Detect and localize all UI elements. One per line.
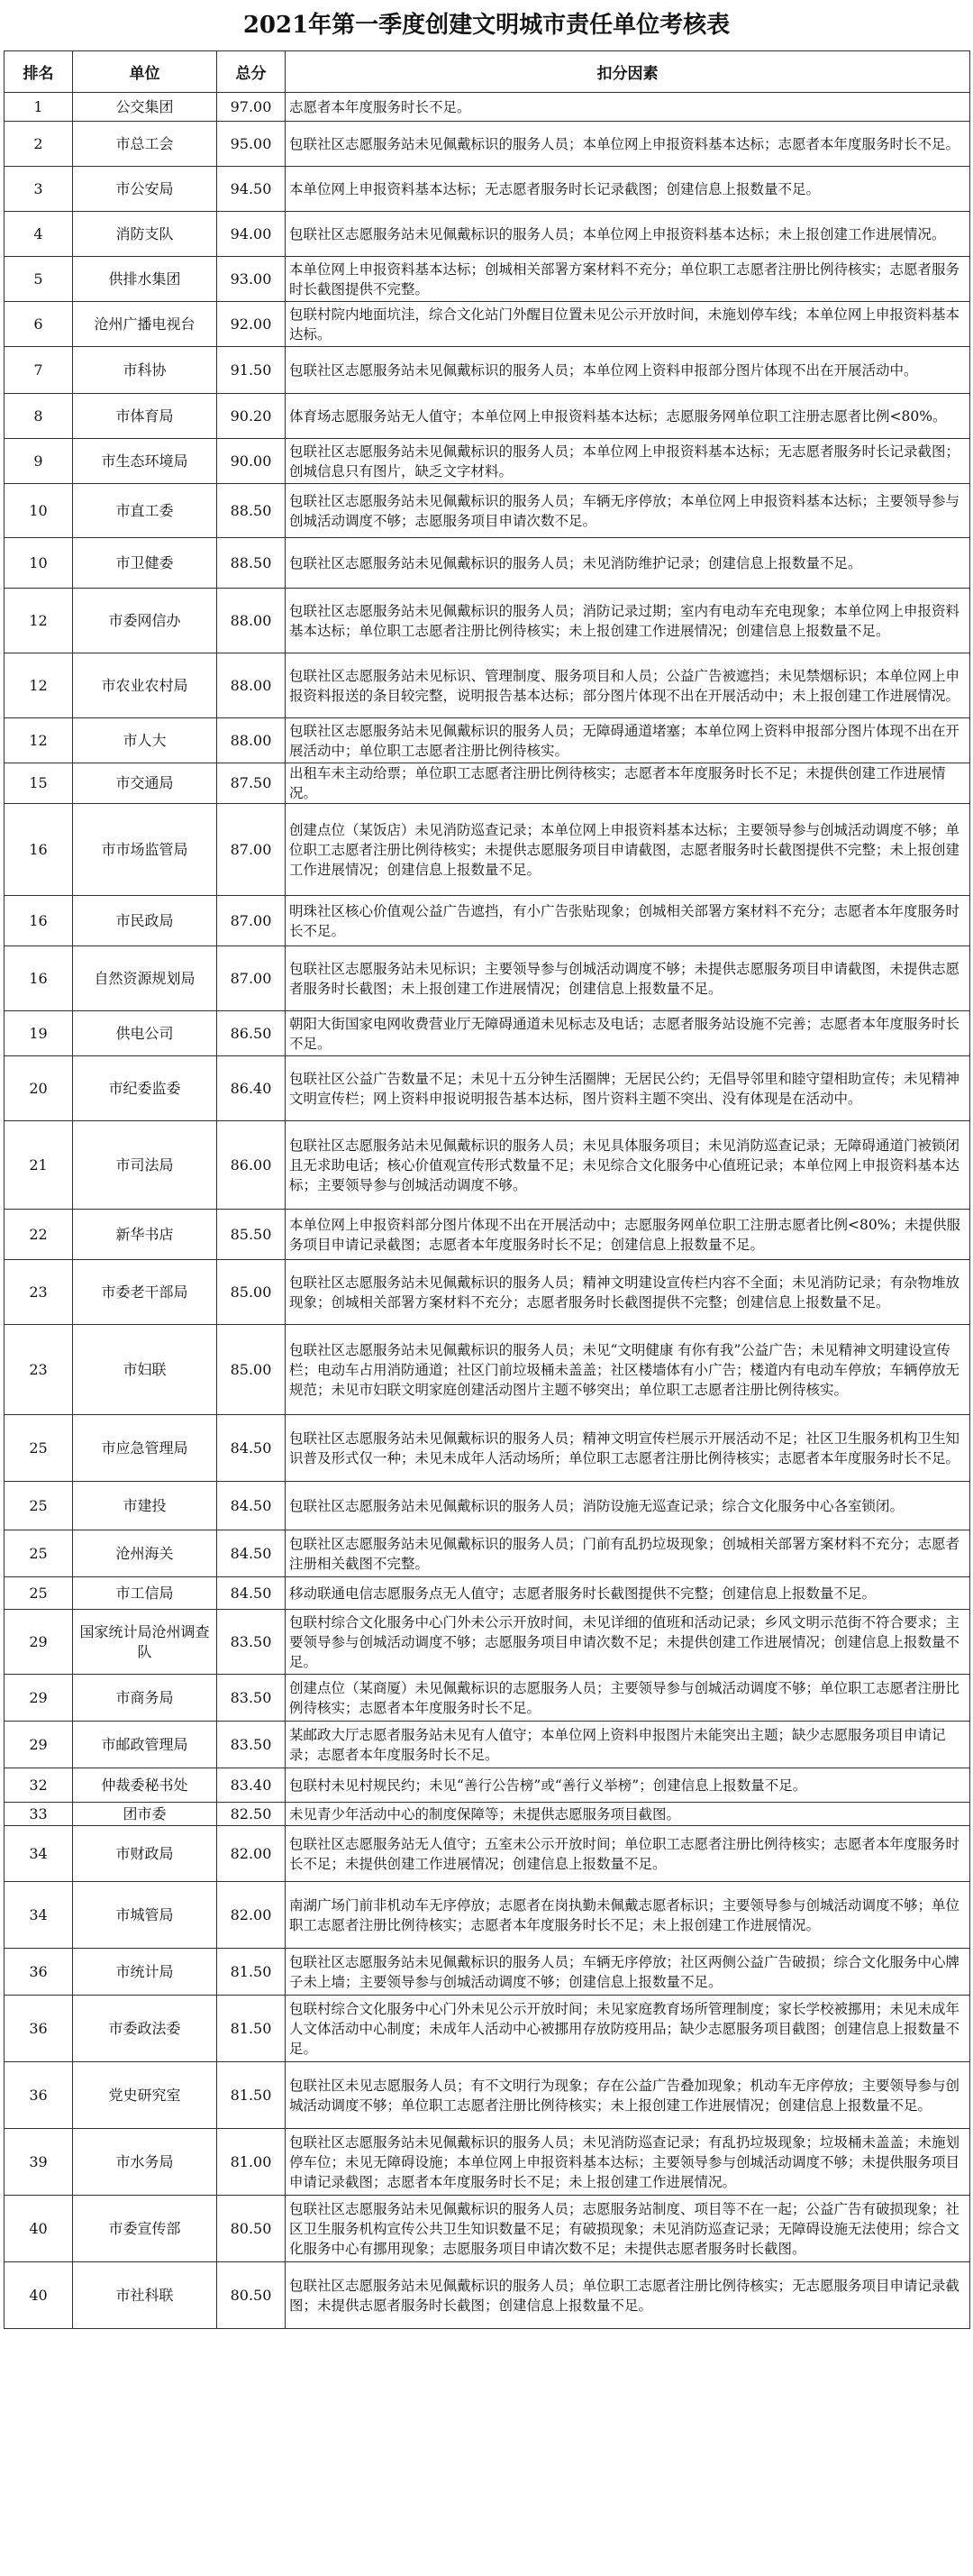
rank-cell: 25 bbox=[5, 1415, 73, 1482]
reason-cell: 包联社区志愿服务站未见佩戴标识的服务人员；消防记录过期；室内有电动车充电现象；本单位网上申报资料基本达标；单位职工志愿者注册比例待核实；未上报创建工作进展情况；创建信息上报数量不足。 bbox=[286, 589, 970, 653]
table-row bbox=[5, 1675, 970, 1722]
rank-cell: 19 bbox=[5, 1011, 73, 1056]
rank-cell: 34 bbox=[5, 1826, 73, 1882]
unit-cell: 市委政法委 bbox=[73, 1996, 217, 2062]
score-cell: 83.50 bbox=[217, 1722, 286, 1768]
score-cell: 82.50 bbox=[217, 1803, 286, 1826]
unit-cell: 沧州广播电视台 bbox=[73, 302, 217, 347]
table-row bbox=[5, 2062, 970, 2129]
unit-cell: 仲裁委秘书处 bbox=[73, 1768, 217, 1803]
table-row bbox=[5, 257, 970, 302]
reason-cell: 包联社区志愿服务站未见佩戴标识的服务人员；车辆无序停放；社区两侧公益广告破损；综合文化服务中心牌子未上墙；主要领导参与创城活动调度不够；创建信息上报数量不足。 bbox=[286, 1949, 970, 1996]
rank-cell: 3 bbox=[5, 167, 73, 212]
unit-cell: 市财政局 bbox=[73, 1826, 217, 1882]
reason-cell: 南湖广场门前非机动车无序停放；志愿者在岗执勤未佩戴志愿者标识；主要领导参与创城活动调度不够；单位职工志愿者注册比例待核实；志愿者本年度服务时长不足；未上报创建工作进展情况。 bbox=[286, 1882, 970, 1949]
rank-cell: 25 bbox=[5, 1577, 73, 1610]
unit-cell: 消防支队 bbox=[73, 212, 217, 257]
reason-cell: 包联社区未见志愿服务人员；有不文明行为现象；存在公益广告叠加现象；机动车无序停放；主要领导参与创城活动调度不够；单位职工志愿者注册比例待核实；未上报创建工作进展情况；创建信息上报数量不足。 bbox=[286, 2062, 970, 2129]
rank-cell: 16 bbox=[5, 896, 73, 946]
unit-cell: 市市场监管局 bbox=[73, 804, 217, 896]
rank-cell: 9 bbox=[5, 439, 73, 484]
rank-cell: 21 bbox=[5, 1121, 73, 1210]
reason-cell: 创建点位（某商厦）未见佩戴标识的志愿服务人员；主要领导参与创城活动调度不够；单位职工志愿者注册比例待核实；志愿者本年度服务时长不足。 bbox=[286, 1675, 970, 1722]
unit-cell: 市城管局 bbox=[73, 1882, 217, 1949]
header-score: 总分 bbox=[217, 51, 286, 93]
table-row bbox=[5, 1121, 970, 1210]
score-cell: 80.50 bbox=[217, 2262, 286, 2329]
reason-cell: 包联社区志愿服务站未见佩戴标识的服务人员；消防设施无巡查记录；综合文化服务中心各室锁闭。 bbox=[286, 1482, 970, 1530]
table-row bbox=[5, 896, 970, 946]
reason-cell: 本单位网上申报资料基本达标；无志愿者服务时长记录截图；创建信息上报数量不足。 bbox=[286, 167, 970, 212]
table-row bbox=[5, 589, 970, 653]
score-cell: 87.50 bbox=[217, 763, 286, 804]
rank-cell: 25 bbox=[5, 1482, 73, 1530]
reason-cell: 朝阳大街国家电网收费营业厅无障碍通道未见标志及电话；志愿者服务站设施不完善；志愿者本年度服务时长不足。 bbox=[286, 1011, 970, 1056]
table-row bbox=[5, 1056, 970, 1121]
table-row bbox=[5, 394, 970, 439]
unit-cell: 市委老干部局 bbox=[73, 1260, 217, 1325]
unit-cell: 市科协 bbox=[73, 347, 217, 394]
unit-cell: 市体育局 bbox=[73, 394, 217, 439]
reason-cell: 包联社区志愿服务站未见佩戴标识的服务人员；未见消防巡查记录；有乱扔垃圾现象；垃圾桶未盖盖；未施划停车位；未见无障碍设施；本单位网上申报资料基本达标；主要领导参与创城活动调度不够；未提供服务项目申请记录截图；志愿者本年度服务时长不足；未上报创建工作进展情况。 bbox=[286, 2129, 970, 2196]
unit-cell: 新华书店 bbox=[73, 1210, 217, 1260]
table-body bbox=[5, 93, 970, 2329]
unit-cell: 市工信局 bbox=[73, 1577, 217, 1610]
reason-cell: 包联社区志愿服务站未见佩戴标识的服务人员；本单位网上申报资料基本达标；志愿者本年度服务时长不足。 bbox=[286, 122, 970, 167]
table-row bbox=[5, 167, 970, 212]
score-cell: 85.00 bbox=[217, 1260, 286, 1325]
score-cell: 84.50 bbox=[217, 1482, 286, 1530]
reason-cell: 包联社区公益广告数量不足；未见十五分钟生活圈牌；无居民公约；无倡导邻里和睦守望相助宣传；未见精神文明宣传栏；网上资料申报说明报告基本达标，图片资料主题不突出、没有体现是在活动中。 bbox=[286, 1056, 970, 1121]
reason-cell: 包联社区志愿服务站未见佩戴标识的服务人员；无障碍通道堵塞；本单位网上资料申报部分图片体现不出在开展活动中；单位职工志愿者注册比例待核实。 bbox=[286, 718, 970, 763]
table-row bbox=[5, 2262, 970, 2329]
table-row bbox=[5, 1882, 970, 1949]
rank-cell: 6 bbox=[5, 302, 73, 347]
unit-cell: 市商务局 bbox=[73, 1675, 217, 1722]
rank-cell: 12 bbox=[5, 589, 73, 653]
score-cell: 85.00 bbox=[217, 1325, 286, 1415]
table-row bbox=[5, 1803, 970, 1826]
unit-cell: 市建投 bbox=[73, 1482, 217, 1530]
reason-cell: 包联社区志愿服务站无人值守；五室未公示开放时间；单位职工志愿者注册比例待核实；志愿者本年度服务时长不足；未提供创建工作进展情况；创建信息上报数量不足。 bbox=[286, 1826, 970, 1882]
rank-cell: 40 bbox=[5, 2196, 73, 2262]
rank-cell: 1 bbox=[5, 93, 73, 122]
score-cell: 92.00 bbox=[217, 302, 286, 347]
table-row bbox=[5, 122, 970, 167]
reason-cell: 体育场志愿服务站无人值守；本单位网上申报资料基本达标；志愿服务网单位职工注册志愿者比例<80%。 bbox=[286, 394, 970, 439]
rank-cell: 25 bbox=[5, 1530, 73, 1577]
table-row bbox=[5, 1996, 970, 2062]
header-unit: 单位 bbox=[73, 51, 217, 93]
score-cell: 81.00 bbox=[217, 2129, 286, 2196]
table-row bbox=[5, 2129, 970, 2196]
table-row bbox=[5, 1768, 970, 1803]
score-cell: 81.50 bbox=[217, 1996, 286, 2062]
score-cell: 87.00 bbox=[217, 946, 286, 1011]
score-cell: 85.50 bbox=[217, 1210, 286, 1260]
score-cell: 95.00 bbox=[217, 122, 286, 167]
score-cell: 86.00 bbox=[217, 1121, 286, 1210]
rank-cell: 15 bbox=[5, 763, 73, 804]
rank-cell: 36 bbox=[5, 1949, 73, 1996]
unit-cell: 自然资源规划局 bbox=[73, 946, 217, 1011]
table-row bbox=[5, 484, 970, 538]
reason-cell: 某邮政大厅志愿者服务站未见有人值守；本单位网上资料申报图片未能突出主题；缺少志愿服务项目申请记录；志愿者本年度服务时长不足。 bbox=[286, 1722, 970, 1768]
unit-cell: 市委宣传部 bbox=[73, 2196, 217, 2262]
reason-cell: 本单位网上申报资料部分图片体现不出在开展活动中；志愿服务网单位职工注册志愿者比例<80%；未提供服务项目申请记录截图；志愿者本年度服务时长不足；创建信息上报数量不足。 bbox=[286, 1210, 970, 1260]
rank-cell: 29 bbox=[5, 1610, 73, 1675]
score-cell: 94.50 bbox=[217, 167, 286, 212]
rank-cell: 39 bbox=[5, 2129, 73, 2196]
table-row bbox=[5, 439, 970, 484]
unit-cell: 供电公司 bbox=[73, 1011, 217, 1056]
table-row bbox=[5, 804, 970, 896]
reason-cell: 本单位网上申报资料基本达标；创城相关部署方案材料不充分；单位职工志愿者注册比例待核实；志愿者服务时长截图提供不完整。 bbox=[286, 257, 970, 302]
unit-cell: 市生态环境局 bbox=[73, 439, 217, 484]
rank-cell: 40 bbox=[5, 2262, 73, 2329]
unit-cell: 市公安局 bbox=[73, 167, 217, 212]
table-row bbox=[5, 1577, 970, 1610]
unit-cell: 市邮政管理局 bbox=[73, 1722, 217, 1768]
score-cell: 88.50 bbox=[217, 484, 286, 538]
table-row bbox=[5, 1210, 970, 1260]
unit-cell: 市直工委 bbox=[73, 484, 217, 538]
unit-cell: 沧州海关 bbox=[73, 1530, 217, 1577]
score-cell: 84.50 bbox=[217, 1577, 286, 1610]
table-row bbox=[5, 1949, 970, 1996]
unit-cell: 党史研究室 bbox=[73, 2062, 217, 2129]
table-row bbox=[5, 302, 970, 347]
reason-cell: 包联村综合文化服务中心门外未见公示开放时间；未见家庭教育场所管理制度；家长学校被挪用；未见未成年人文体活动中心制度；未成年人活动中心被挪用存放防疫用品；缺少志愿服务项目截图；创建信息上报数量不足。 bbox=[286, 1996, 970, 2062]
score-cell: 90.00 bbox=[217, 439, 286, 484]
unit-cell: 供排水集团 bbox=[73, 257, 217, 302]
reason-cell: 包联村未见村规民约；未见“善行公告榜”或“善行义举榜”；创建信息上报数量不足。 bbox=[286, 1768, 970, 1803]
rank-cell: 36 bbox=[5, 1996, 73, 2062]
score-cell: 83.40 bbox=[217, 1768, 286, 1803]
rank-cell: 16 bbox=[5, 946, 73, 1011]
table-row bbox=[5, 763, 970, 804]
unit-cell: 市总工会 bbox=[73, 122, 217, 167]
header-reason: 扣分因素 bbox=[286, 51, 970, 93]
reason-cell: 包联社区志愿服务站未见佩戴标识的服务人员；本单位网上资料申报部分图片体现不出在开展活动中。 bbox=[286, 347, 970, 394]
header-row bbox=[5, 51, 970, 93]
score-cell: 83.50 bbox=[217, 1610, 286, 1675]
unit-cell: 公交集团 bbox=[73, 93, 217, 122]
unit-cell: 市农业农村局 bbox=[73, 653, 217, 718]
reason-cell: 包联社区志愿服务站未见佩戴标识的服务人员；精神文明宣传栏展示开展活动不足；社区卫生服务机构卫生知识普及形式仅一种；未见未成年人活动场所；单位职工志愿者注册比例待核实；志愿者本年度服务时长不足。 bbox=[286, 1415, 970, 1482]
reason-cell: 包联社区志愿服务站未见佩戴标识的服务人员；未见消防维护记录；创建信息上报数量不足。 bbox=[286, 538, 970, 589]
reason-cell: 包联社区志愿服务站未见标识；主要领导参与创城活动调度不够；未提供志愿服务项目申请截图，未提供志愿者服务时长截图；未上报创建工作进展情况；创建信息上报数量不足。 bbox=[286, 946, 970, 1011]
reason-cell: 创建点位（某饭店）未见消防巡查记录；本单位网上申报资料基本达标；主要领导参与创城活动调度不够；单位职工志愿者注册比例待核实；未提供志愿服务项目申请截图，志愿者服务时长截图提供不完整；未上报创建工作进展情况；创建信息上报数量不足。 bbox=[286, 804, 970, 896]
assessment-table bbox=[4, 50, 970, 2329]
table-row bbox=[5, 1260, 970, 1325]
score-cell: 84.50 bbox=[217, 1530, 286, 1577]
reason-cell: 包联社区志愿服务站未见佩戴标识的服务人员；未见具体服务项目；未见消防巡查记录；无障碍通道门被锁闭且无求助电话；核心价值观宣传形式数量不足；未见综合文化服务中心值班记录；本单位网上申报资料基本达标；主要领导参与创城活动调度不够。 bbox=[286, 1121, 970, 1210]
reason-cell: 包联社区志愿服务站未见佩戴标识的服务人员；门前有乱扔垃圾现象；创城相关部署方案材料不充分；志愿者注册相关截图不完整。 bbox=[286, 1530, 970, 1577]
table-row bbox=[5, 538, 970, 589]
rank-cell: 8 bbox=[5, 394, 73, 439]
rank-cell: 23 bbox=[5, 1260, 73, 1325]
score-cell: 91.50 bbox=[217, 347, 286, 394]
table-row bbox=[5, 653, 970, 718]
score-cell: 88.00 bbox=[217, 653, 286, 718]
unit-cell: 国家统计局沧州调查队 bbox=[73, 1610, 217, 1675]
reason-cell: 出租车未主动给票；单位职工志愿者注册比例待核实；志愿者本年度服务时长不足；未提供创建工作进展情况。 bbox=[286, 763, 970, 804]
unit-cell: 市社科联 bbox=[73, 2262, 217, 2329]
score-cell: 82.00 bbox=[217, 1826, 286, 1882]
rank-cell: 22 bbox=[5, 1210, 73, 1260]
score-cell: 88.00 bbox=[217, 718, 286, 763]
rank-cell: 10 bbox=[5, 538, 73, 589]
unit-cell: 市统计局 bbox=[73, 1949, 217, 1996]
rank-cell: 4 bbox=[5, 212, 73, 257]
table-row bbox=[5, 1482, 970, 1530]
score-cell: 82.00 bbox=[217, 1882, 286, 1949]
unit-cell: 市委网信办 bbox=[73, 589, 217, 653]
table-row bbox=[5, 2196, 970, 2262]
rank-cell: 16 bbox=[5, 804, 73, 896]
reason-cell: 包联社区志愿服务站未见佩戴标识的服务人员；精神文明建设宣传栏内容不全面；未见消防记录；有杂物堆放现象；创城相关部署方案材料不充分；志愿者服务时长截图提供不完整；创建信息上报数量不足。 bbox=[286, 1260, 970, 1325]
rank-cell: 10 bbox=[5, 484, 73, 538]
score-cell: 86.50 bbox=[217, 1011, 286, 1056]
rank-cell: 33 bbox=[5, 1803, 73, 1826]
score-cell: 90.20 bbox=[217, 394, 286, 439]
reason-cell: 未见青少年活动中心的制度保障等；未提供志愿服务项目截图。 bbox=[286, 1803, 970, 1826]
rank-cell: 7 bbox=[5, 347, 73, 394]
score-cell: 80.50 bbox=[217, 2196, 286, 2262]
reason-cell: 包联社区志愿服务站未见标识、管理制度、服务项目和人员；公益广告被遮挡；未见禁烟标识；本单位网上申报资料报送的条目较完整，说明报告基本达标；部分图片体现不出在开展活动中；未上报创建工作进展情况。 bbox=[286, 653, 970, 718]
reason-cell: 包联社区志愿服务站未见佩戴标识的服务人员；本单位网上申报资料基本达标；未上报创建工作进展情况。 bbox=[286, 212, 970, 257]
table-row bbox=[5, 946, 970, 1011]
unit-cell: 市妇联 bbox=[73, 1325, 217, 1415]
score-cell: 93.00 bbox=[217, 257, 286, 302]
reason-cell: 明珠社区核心价值观公益广告遮挡，有小广告张贴现象；创城相关部署方案材料不充分；志愿者本年度服务时长不足。 bbox=[286, 896, 970, 946]
score-cell: 88.00 bbox=[217, 589, 286, 653]
table-row bbox=[5, 1011, 970, 1056]
unit-cell: 市卫健委 bbox=[73, 538, 217, 589]
score-cell: 86.40 bbox=[217, 1056, 286, 1121]
rank-cell: 34 bbox=[5, 1882, 73, 1949]
score-cell: 97.00 bbox=[217, 93, 286, 122]
reason-cell: 包联社区志愿服务站未见佩戴标识的服务人员；志愿服务站制度、项目等不在一起；公益广告有破损现象；社区卫生服务机构宣传公共卫生知识数量不足；有破损现象；未见消防巡查记录；无障碍设施无法使用；综合文化服务中心有挪用现象；志愿服务项目申请次数不足；未提供志愿者服务时长截图。 bbox=[286, 2196, 970, 2262]
unit-cell: 市交通局 bbox=[73, 763, 217, 804]
reason-cell: 包联村综合文化服务中心门外未公示开放时间，未见详细的值班和活动记录；乡风文明示范街不符合要求；主要领导参与创城活动调度不够；志愿服务项目申请次数不足；未提供创建工作进展情况；创建信息上报数量不足。 bbox=[286, 1610, 970, 1675]
score-cell: 81.50 bbox=[217, 1949, 286, 1996]
score-cell: 87.00 bbox=[217, 896, 286, 946]
table-row bbox=[5, 718, 970, 763]
rank-cell: 23 bbox=[5, 1325, 73, 1415]
rank-cell: 29 bbox=[5, 1675, 73, 1722]
unit-cell: 团市委 bbox=[73, 1803, 217, 1826]
rank-cell: 32 bbox=[5, 1768, 73, 1803]
table-row bbox=[5, 1722, 970, 1768]
score-cell: 83.50 bbox=[217, 1675, 286, 1722]
unit-cell: 市纪委监委 bbox=[73, 1056, 217, 1121]
table-row bbox=[5, 1610, 970, 1675]
unit-cell: 市水务局 bbox=[73, 2129, 217, 2196]
table-row bbox=[5, 1530, 970, 1577]
table-title: 2021年第一季度创建文明城市责任单位考核表 bbox=[242, 12, 731, 39]
reason-cell: 移动联通电信志愿服务点无人值守；志愿者服务时长截图提供不完整；创建信息上报数量不足。 bbox=[286, 1577, 970, 1610]
table-row bbox=[5, 1325, 970, 1415]
table-row bbox=[5, 1826, 970, 1882]
reason-cell: 志愿者本年度服务时长不足。 bbox=[286, 93, 970, 122]
reason-cell: 包联社区志愿服务站未见佩戴标识的服务人员；车辆无序停放；本单位网上申报资料基本达标；主要领导参与创城活动调度不够；志愿服务项目申请次数不足。 bbox=[286, 484, 970, 538]
header-rank: 排名 bbox=[5, 51, 73, 93]
table-row bbox=[5, 93, 970, 122]
reason-cell: 包联社区志愿服务站未见佩戴标识的服务人员；单位职工志愿者注册比例待核实；无志愿服务项目申请记录截图；未提供志愿者服务时长截图；创建信息上报数量不足。 bbox=[286, 2262, 970, 2329]
rank-cell: 12 bbox=[5, 718, 73, 763]
rank-cell: 12 bbox=[5, 653, 73, 718]
reason-cell: 包联社区志愿服务站未见佩戴标识的服务人员；本单位网上申报资料基本达标；无志愿者服务时长记录截图；创城信息只有图片，缺乏文字材料。 bbox=[286, 439, 970, 484]
score-cell: 87.00 bbox=[217, 804, 286, 896]
table-row bbox=[5, 212, 970, 257]
unit-cell: 市民政局 bbox=[73, 896, 217, 946]
table-row bbox=[5, 347, 970, 394]
unit-cell: 市司法局 bbox=[73, 1121, 217, 1210]
unit-cell: 市应急管理局 bbox=[73, 1415, 217, 1482]
score-cell: 81.50 bbox=[217, 2062, 286, 2129]
rank-cell: 20 bbox=[5, 1056, 73, 1121]
rank-cell: 36 bbox=[5, 2062, 73, 2129]
reason-cell: 包联社区志愿服务站未见佩戴标识的服务人员；未见“文明健康 有你有我”公益广告；未见精神文明建设宣传栏；电动车占用消防通道；社区门前垃圾桶未盖盖；社区楼墙体有小广告；楼道内有电动车停放；车辆停放无规范；未见市妇联文明家庭创建活动图片主题不够突出；单位职工志愿者注册比例待核实。 bbox=[286, 1325, 970, 1415]
reason-cell: 包联村院内地面坑洼，综合文化站门外醒目位置未见公示开放时间，未施划停车线；本单位网上申报资料基本达标。 bbox=[286, 302, 970, 347]
unit-cell: 市人大 bbox=[73, 718, 217, 763]
rank-cell: 29 bbox=[5, 1722, 73, 1768]
rank-cell: 5 bbox=[5, 257, 73, 302]
score-cell: 84.50 bbox=[217, 1415, 286, 1482]
table-row bbox=[5, 1415, 970, 1482]
score-cell: 88.50 bbox=[217, 538, 286, 589]
rank-cell: 2 bbox=[5, 122, 73, 167]
score-cell: 94.00 bbox=[217, 212, 286, 257]
